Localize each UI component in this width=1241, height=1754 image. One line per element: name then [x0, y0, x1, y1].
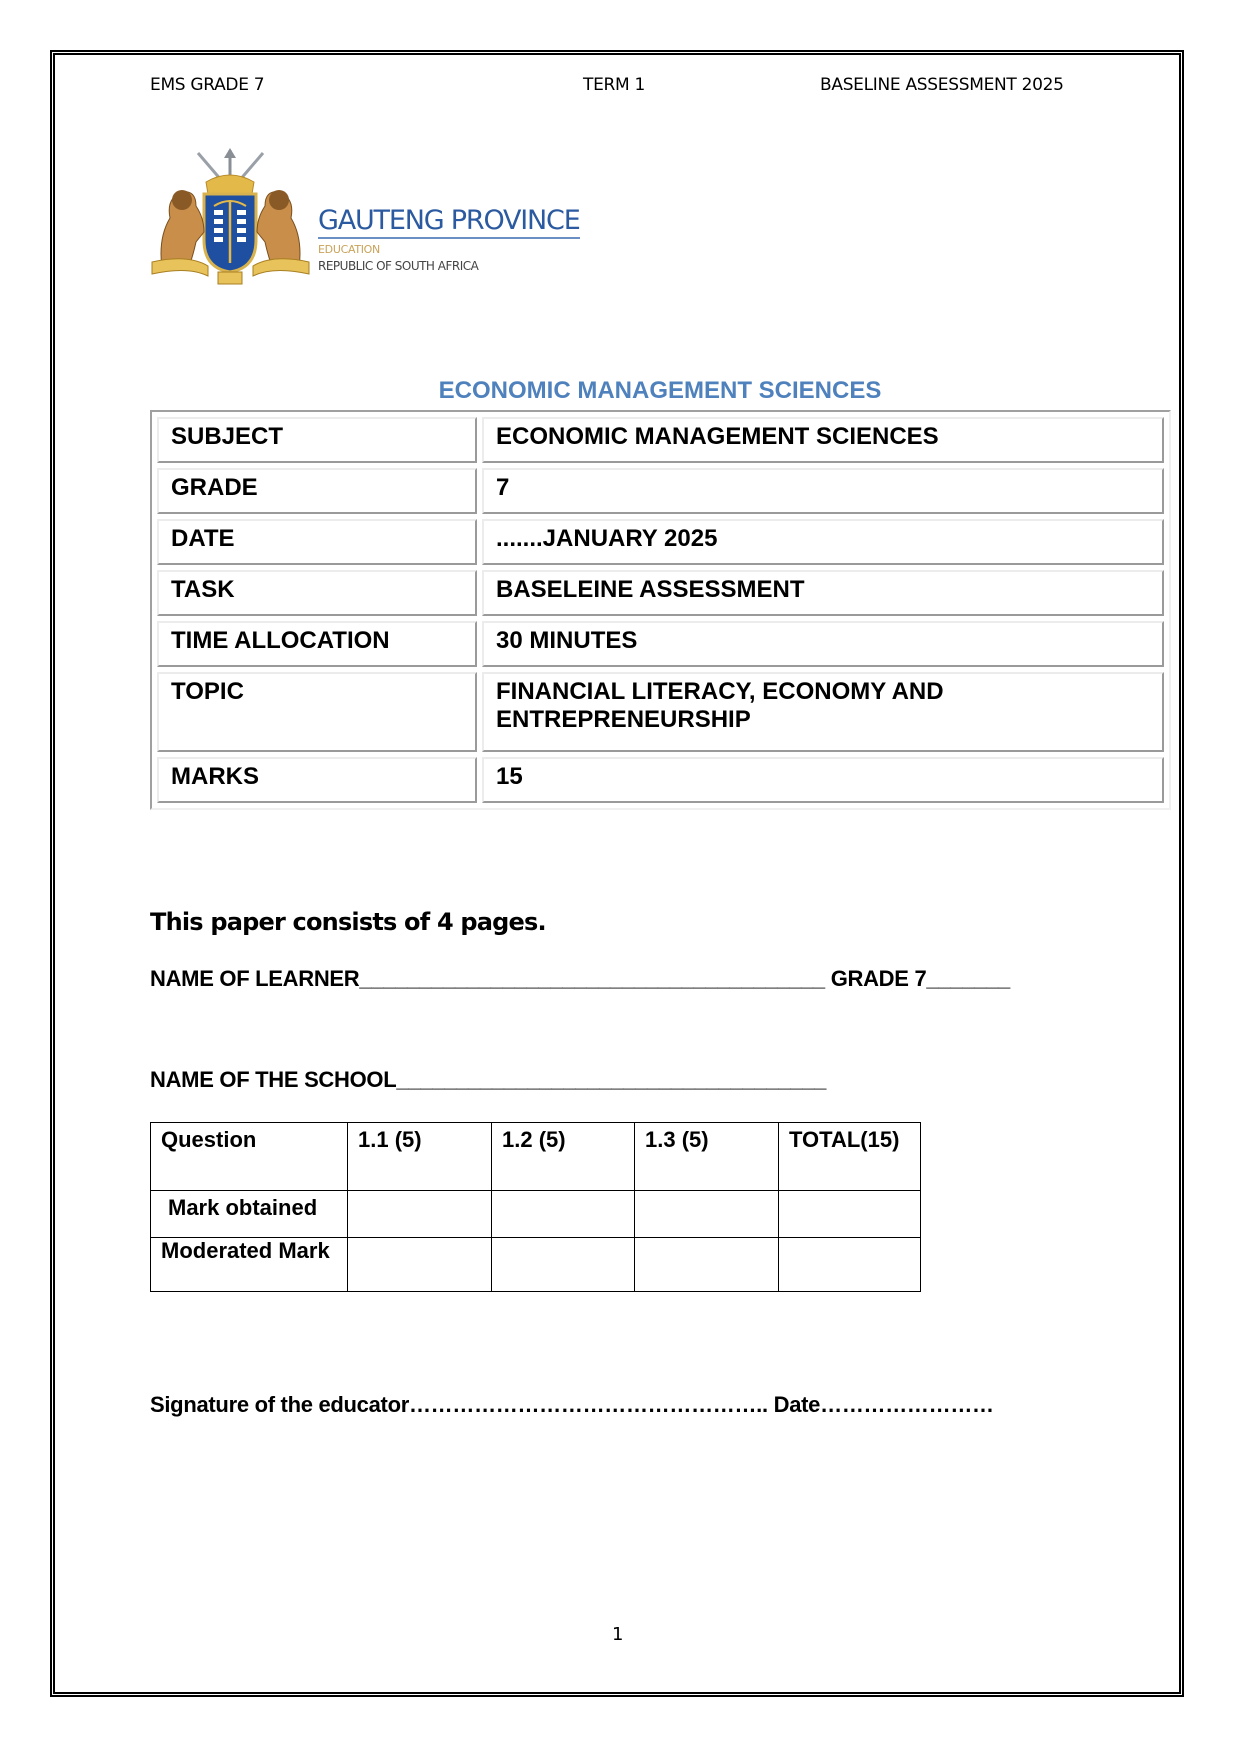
marks-row-moderated — [151, 1238, 921, 1292]
logo-text-block — [318, 206, 580, 273]
info-value: FINANCIAL LITERACY, ECONOMY AND ENTREPRENEURSHIP — [482, 672, 1164, 752]
marks-header-cell: 1.1 (5) — [348, 1123, 492, 1191]
info-table — [150, 410, 1171, 810]
marks-row-label: Moderated Mark — [151, 1238, 348, 1292]
marks-cell[interactable] — [779, 1238, 921, 1292]
learner-name-label: NAME OF LEARNER — [150, 966, 360, 991]
info-row-grade — [157, 468, 1164, 514]
marks-cell[interactable] — [492, 1191, 635, 1238]
header-assessment: BASELINE ASSESSMENT 2025 — [820, 75, 1064, 95]
info-label: SUBJECT — [157, 417, 477, 463]
signature-blank[interactable]: ………………………………………….. — [408, 1392, 774, 1417]
marks-cell[interactable] — [348, 1191, 492, 1238]
signature-date-label: Date — [773, 1392, 821, 1417]
learner-name-field[interactable] — [150, 966, 1010, 992]
document-title: ECONOMIC MANAGEMENT SCIENCES — [438, 377, 882, 404]
info-row-time-allocation — [157, 621, 1164, 667]
info-row-subject — [157, 417, 1164, 463]
info-row-date — [157, 519, 1164, 565]
learner-grade-blank[interactable]: _______ — [926, 966, 1010, 991]
info-row-marks — [157, 757, 1164, 803]
logo-title: GAUTENG PROVINCE — [318, 206, 580, 239]
marks-cell[interactable] — [492, 1238, 635, 1292]
school-name-label: NAME OF THE SCHOOL — [150, 1067, 397, 1092]
info-value: BASELEINE ASSESSMENT — [482, 570, 1164, 616]
marks-cell[interactable] — [635, 1238, 779, 1292]
logo-subtitle: EDUCATION — [318, 243, 380, 256]
marks-header-cell: TOTAL(15) — [779, 1123, 921, 1191]
page-number: 1 — [612, 1624, 624, 1645]
learner-name-blank[interactable]: _______________________________________ — [359, 966, 825, 991]
marks-header-cell: Question — [151, 1123, 348, 1191]
page-border — [50, 50, 1184, 1697]
info-label: TOPIC — [157, 672, 477, 752]
marks-cell[interactable] — [635, 1191, 779, 1238]
logo-country: REPUBLIC OF SOUTH AFRICA — [318, 259, 479, 273]
info-value: .......JANUARY 2025 — [482, 519, 1164, 565]
info-label: TASK — [157, 570, 477, 616]
signature-date-blank[interactable]: …………………… — [820, 1392, 994, 1417]
marks-header-row — [151, 1123, 921, 1191]
info-label: GRADE — [157, 468, 477, 514]
info-label: DATE — [157, 519, 477, 565]
header-subject-grade: EMS GRADE 7 — [150, 75, 265, 95]
info-row-task — [157, 570, 1164, 616]
school-name-field[interactable] — [150, 1067, 826, 1093]
info-value: ECONOMIC MANAGEMENT SCIENCES — [482, 417, 1164, 463]
coat-of-arms-icon — [148, 148, 313, 286]
info-label: MARKS — [157, 757, 477, 803]
school-name-blank[interactable]: ____________________________________ — [396, 1067, 827, 1092]
educator-signature-line[interactable] — [150, 1392, 994, 1418]
learner-grade-label: GRADE 7 — [830, 966, 927, 991]
marks-header-cell: 1.3 (5) — [635, 1123, 779, 1191]
marks-table — [150, 1122, 921, 1292]
marks-header-cell: 1.2 (5) — [492, 1123, 635, 1191]
marks-cell[interactable] — [348, 1238, 492, 1292]
info-value: 15 — [482, 757, 1164, 803]
header-term: TERM 1 — [583, 75, 646, 95]
marks-cell[interactable] — [779, 1191, 921, 1238]
marks-row-obtained — [151, 1191, 921, 1238]
info-value: 30 MINUTES — [482, 621, 1164, 667]
pages-note: This paper consists of 4 pages. — [150, 908, 546, 936]
signature-label: Signature of the educator — [150, 1392, 409, 1417]
marks-row-label: Mark obtained — [151, 1191, 348, 1238]
info-value: 7 — [482, 468, 1164, 514]
info-row-topic — [157, 672, 1164, 752]
gauteng-logo — [148, 148, 580, 286]
info-label: TIME ALLOCATION — [157, 621, 477, 667]
